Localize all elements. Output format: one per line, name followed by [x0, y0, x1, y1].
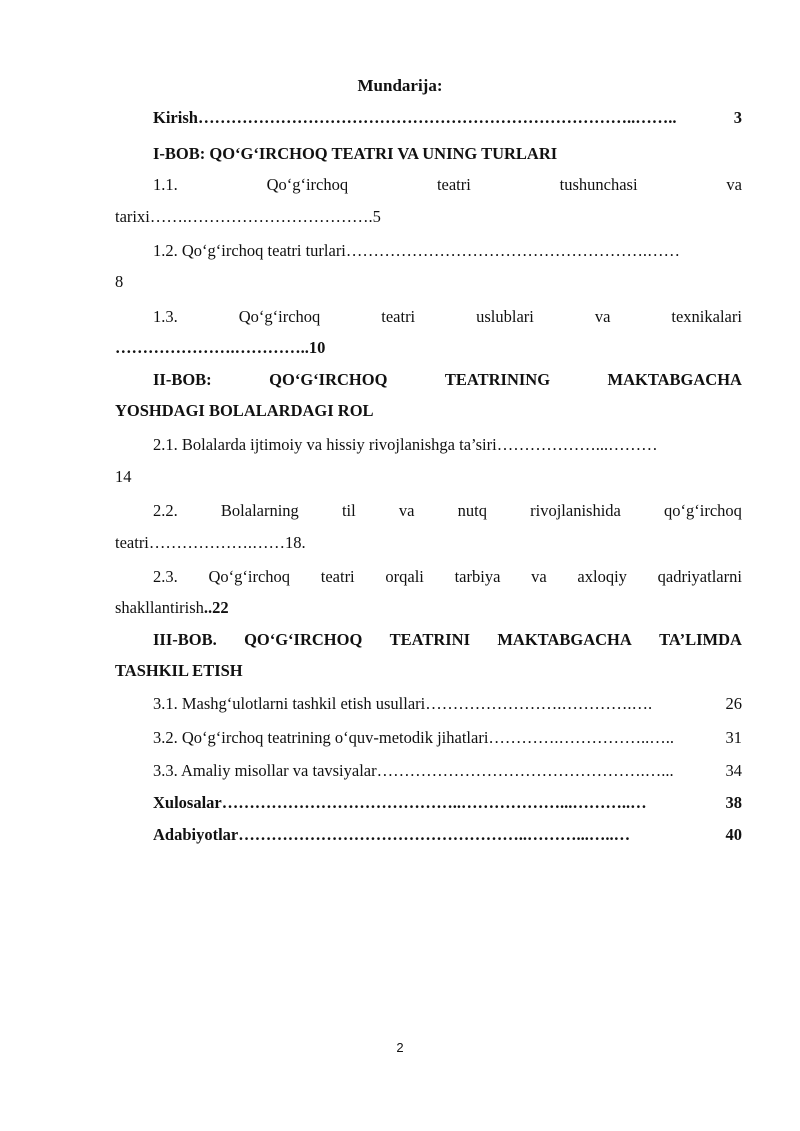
toc-word: TA’LIMDA	[659, 630, 742, 649]
toc-word: til	[341, 501, 356, 520]
toc-entry-2-3-cont[interactable]	[115, 597, 742, 619]
toc-entry-text: Kirish	[153, 108, 198, 127]
toc-leader-dots: ………………………………………….…...	[376, 761, 674, 780]
toc-entry-text: 3.3. Amaliy misollar va tavsiyalar	[153, 761, 377, 780]
toc-leader-dots: ……………………………………………………………………..……..	[197, 108, 677, 127]
toc-page-number: 14	[115, 467, 132, 486]
toc-word: axloqiy	[577, 567, 627, 586]
toc-word: TEATRINI	[389, 630, 471, 649]
toc-entry-2-3[interactable]	[115, 566, 742, 588]
toc-page-number: 38	[725, 793, 742, 812]
toc-leader-dots: …………………….………….….	[425, 694, 653, 713]
toc-chapter-2-heading-cont: YOSHDAGI BOLALARDAGI ROL	[115, 401, 374, 420]
toc-word: MAKTABGACHA	[607, 370, 742, 389]
toc-entry-kirish[interactable]	[115, 107, 742, 129]
toc-word: va	[531, 567, 547, 586]
toc-entry-3-1[interactable]	[115, 693, 742, 715]
toc-entry-1-1[interactable]	[115, 174, 742, 196]
toc-leader-dots: ………….……………..…..	[488, 728, 675, 747]
toc-leader-dots: ……………………………………………..………...…..…	[238, 825, 631, 844]
toc-chapter-2-heading[interactable]	[115, 369, 742, 391]
toc-entry-text: 2.1. Bolalarda ijtimoiy va hissiy rivojlanishga ta’siri	[153, 435, 497, 454]
toc-word: orqali	[385, 567, 424, 586]
page-number: 2	[396, 1040, 404, 1055]
toc-word: tarbiya	[454, 567, 501, 586]
toc-page-number: 31	[725, 728, 742, 747]
toc-word: uslublari	[476, 307, 534, 326]
toc-leader-dots: ………………...………	[496, 435, 658, 454]
toc-word: teatri	[381, 307, 416, 326]
toc-word: III-BOB.	[153, 630, 217, 649]
toc-word: teatri	[320, 567, 355, 586]
toc-word: Bolalarning	[220, 501, 299, 520]
toc-word: teatri	[436, 175, 471, 194]
toc-leader-dots: ……………….……	[148, 533, 286, 552]
toc-page-number: 40	[725, 825, 742, 844]
toc-entry-text: 1.2. Qo‘g‘irchoq teatri turlari	[153, 241, 346, 260]
toc-page-number: 5	[372, 207, 381, 226]
toc-entry-1-3[interactable]	[115, 306, 742, 328]
toc-entry-number: 2.2.	[153, 501, 178, 520]
toc-word: va	[594, 307, 611, 326]
toc-entry-adabiyotlar[interactable]	[115, 824, 742, 846]
toc-word: Qo‘g‘irchoq	[266, 175, 349, 194]
toc-entry-text: 3.2. Qo‘g‘irchoq teatrining o‘quv-metodik jihatlari	[153, 728, 489, 747]
toc-word: va	[726, 175, 742, 194]
toc-page-number: ..22	[203, 598, 229, 617]
toc-chapter-3-heading-cont: TASHKIL ETISH	[115, 661, 243, 680]
toc-page-number: 34	[725, 761, 742, 780]
toc-page-number: 8	[115, 272, 124, 291]
toc-entry-3-2[interactable]	[115, 727, 742, 749]
toc-word: qadriyatlarni	[657, 567, 742, 586]
toc-page-number: 10	[308, 338, 326, 357]
toc-entry-text: tarixi	[115, 207, 150, 226]
toc-entry-1-2[interactable]	[115, 240, 742, 262]
toc-word: Qo‘g‘irchoq	[238, 307, 321, 326]
toc-word: II-BOB:	[153, 370, 212, 389]
toc-word: Qo‘g‘irchoq	[208, 567, 291, 586]
toc-word: TEATRINING	[444, 370, 551, 389]
toc-word: nutq	[457, 501, 487, 520]
toc-word: MAKTABGACHA	[497, 630, 632, 649]
toc-page-number: 3	[733, 108, 742, 127]
toc-entry-text: Xulosalar	[153, 793, 222, 812]
toc-word: va	[398, 501, 415, 520]
toc-word: rivojlanishida	[530, 501, 621, 520]
toc-word: QO‘G‘IRCHOQ	[244, 630, 363, 649]
toc-leader-dots: ………………….…………..	[115, 338, 309, 357]
toc-word: texnikalari	[671, 307, 742, 326]
toc-chapter-3-heading[interactable]	[115, 629, 742, 651]
toc-entry-2-2-cont[interactable]	[115, 532, 742, 554]
toc-word: tushunchasi	[559, 175, 638, 194]
toc-page-number: 26	[725, 694, 742, 713]
toc-leader-dots: …….…………………………….	[149, 207, 373, 226]
toc-leader-dots: ……………………………………..………………...………..…	[221, 793, 647, 812]
page-title: Mundarija:	[357, 76, 443, 95]
toc-entry-text: shakllantirish	[115, 598, 204, 617]
toc-entry-text: Adabiyotlar	[153, 825, 239, 844]
toc-entry-3-3[interactable]	[115, 760, 742, 782]
toc-entry-number: 2.3.	[153, 567, 178, 586]
toc-chapter-1-heading[interactable]: I-BOB: QO‘G‘IRCHOQ TEATRI VA UNING TURLARI	[153, 144, 558, 163]
toc-word: QO‘G‘IRCHOQ	[269, 370, 388, 389]
toc-entry-2-1[interactable]	[115, 434, 742, 456]
toc-page-number: 18.	[285, 533, 306, 552]
toc-entry-2-2[interactable]	[115, 500, 742, 522]
toc-word: qo‘g‘irchoq	[664, 501, 742, 520]
toc-entry-1-3-cont[interactable]	[115, 337, 742, 359]
toc-entry-text: 3.1. Mashg‘ulotlarni tashkil etish usullari	[153, 694, 426, 713]
toc-entry-number: 1.1.	[153, 175, 178, 194]
toc-entry-text: teatri	[115, 533, 149, 552]
toc-entry-number: 1.3.	[153, 307, 178, 326]
toc-leader-dots: ……………………………………………….……	[345, 241, 681, 260]
toc-entry-1-1-cont[interactable]	[115, 206, 742, 228]
toc-entry-xulosalar[interactable]	[115, 792, 742, 814]
